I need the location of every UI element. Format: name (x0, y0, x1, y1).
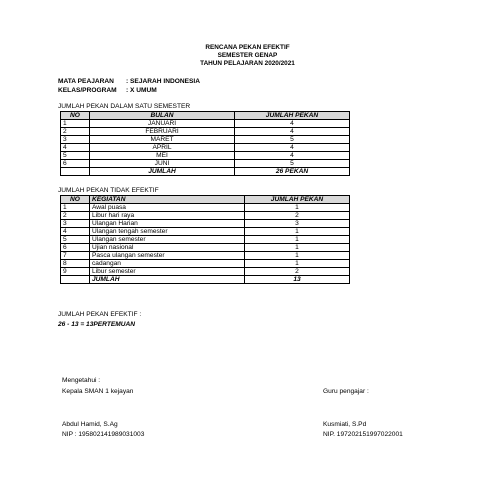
principal-title: Kepala SMAN 1 kejayan (62, 388, 134, 395)
cell-no: 6 (61, 160, 90, 168)
cell-month: MEI (90, 152, 235, 160)
table-row (61, 144, 350, 152)
table-row (61, 236, 350, 244)
ineffective-total-label: JUMLAH (90, 276, 245, 284)
cell-no: 1 (61, 204, 90, 212)
cell-count: 1 (245, 204, 350, 212)
cell-empty (61, 168, 90, 176)
table-row (61, 220, 350, 228)
effective-formula: 26 - 13 = 13PERTEMUAN (58, 321, 136, 328)
cell-count: 1 (245, 252, 350, 260)
weeks-total-row (61, 168, 350, 176)
ineffective-caption: JUMLAH PEKAN TIDAK EFEKTIF (58, 187, 159, 194)
cell-count: 1 (245, 244, 350, 252)
cell-empty (61, 276, 90, 284)
principal-nip: NIP : 195802141989031003 (62, 431, 145, 438)
cell-month: FEBRUARI (90, 128, 235, 136)
ineffective-header-count: JUMLAH PEKAN (245, 196, 350, 204)
subject-row (58, 78, 200, 86)
weeks-caption: JUMLAH PEKAN DALAM SATU SEMESTER (58, 103, 191, 110)
cell-no: 2 (61, 128, 90, 136)
ineffective-header-activity: KEGIATAN (90, 196, 245, 204)
weeks-header-month: BULAN (90, 112, 235, 120)
subject-label: MATA PEAJARAN (58, 78, 114, 85)
cell-no: 3 (61, 136, 90, 144)
table-row (61, 268, 350, 276)
doc-semester: SEMESTER GENAP (217, 52, 278, 59)
weeks-header-count: JUMLAH PEKAN (235, 112, 350, 120)
table-row (61, 128, 350, 136)
cell-count: 1 (245, 228, 350, 236)
table-row (61, 260, 350, 268)
cell-month: MARET (90, 136, 235, 144)
ineffective-total-row (61, 276, 350, 284)
cell-count: 1 (245, 236, 350, 244)
teacher-title: Guru pengajar : (323, 388, 369, 395)
cell-no: 8 (61, 260, 90, 268)
cell-no: 2 (61, 212, 90, 220)
cell-count: 5 (235, 160, 350, 168)
cell-count: 4 (235, 128, 350, 136)
weeks-total-value: 26 PEKAN (235, 168, 350, 176)
cell-count: 2 (245, 268, 350, 276)
ineffective-table (60, 195, 350, 284)
ineffective-header-no: NO (61, 196, 90, 204)
cell-count: 2 (245, 212, 350, 220)
cell-no: 5 (61, 152, 90, 160)
class-label: KELAS/PROGRAM (58, 87, 117, 94)
doc-year: TAHUN PELAJARAN 2020/2021 (200, 60, 295, 67)
teacher-nip: NIP. 197202151997022001 (323, 431, 403, 438)
cell-no: 4 (61, 144, 90, 152)
table-row (61, 212, 350, 220)
table-row (61, 120, 350, 128)
principal-name: Abdul Hamid, S.Ag (62, 421, 118, 428)
class-value: : X UMUM (126, 87, 157, 94)
cell-activity: Awal puasa (90, 204, 245, 212)
cell-month: JANUARI (90, 120, 235, 128)
teacher-name: Kusmiati, S.Pd (323, 421, 367, 428)
table-row (61, 152, 350, 160)
table-row (61, 204, 350, 212)
table-row (61, 160, 350, 168)
cell-no: 4 (61, 228, 90, 236)
ineffective-total-value: 13 (245, 276, 350, 284)
cell-no: 9 (61, 268, 90, 276)
weeks-table (60, 111, 350, 176)
weeks-header-row (61, 112, 350, 120)
cell-month: APRIL (90, 144, 235, 152)
cell-count: 1 (245, 260, 350, 268)
weeks-header-no: NO (61, 112, 90, 120)
cell-count: 4 (235, 152, 350, 160)
cell-count: 3 (245, 220, 350, 228)
cell-no: 3 (61, 220, 90, 228)
cell-activity: Ulangan semester (90, 236, 245, 244)
cell-no: 1 (61, 120, 90, 128)
ineffective-header-row (61, 196, 350, 204)
cell-count: 4 (235, 120, 350, 128)
cell-activity: Pasca ulangan semester (90, 252, 245, 260)
class-row (58, 87, 157, 95)
cell-activity: Ujian nasional (90, 244, 245, 252)
subject-value: : SEJARAH INDONESIA (126, 78, 201, 85)
weeks-total-label: JUMLAH (90, 168, 235, 176)
known-label: Mengetahui : (62, 377, 101, 384)
table-row (61, 228, 350, 236)
cell-activity: Libur semester (90, 268, 245, 276)
cell-no: 7 (61, 252, 90, 260)
cell-activity: Ulangan tengah semester (90, 228, 245, 236)
table-row (61, 136, 350, 144)
cell-month: JUNI (90, 160, 235, 168)
cell-activity: Libur hari raya (90, 212, 245, 220)
effective-label: JUMLAH PEKAN EFEKTIF : (58, 311, 142, 318)
cell-no: 5 (61, 236, 90, 244)
cell-count: 5 (235, 136, 350, 144)
cell-count: 4 (235, 144, 350, 152)
doc-title: RENCANA PEKAN EFEKTIF (205, 44, 290, 51)
cell-activity: cadangan (90, 260, 245, 268)
cell-no: 6 (61, 244, 90, 252)
table-row (61, 244, 350, 252)
table-row (61, 252, 350, 260)
cell-activity: Ulangan Harian (90, 220, 245, 228)
